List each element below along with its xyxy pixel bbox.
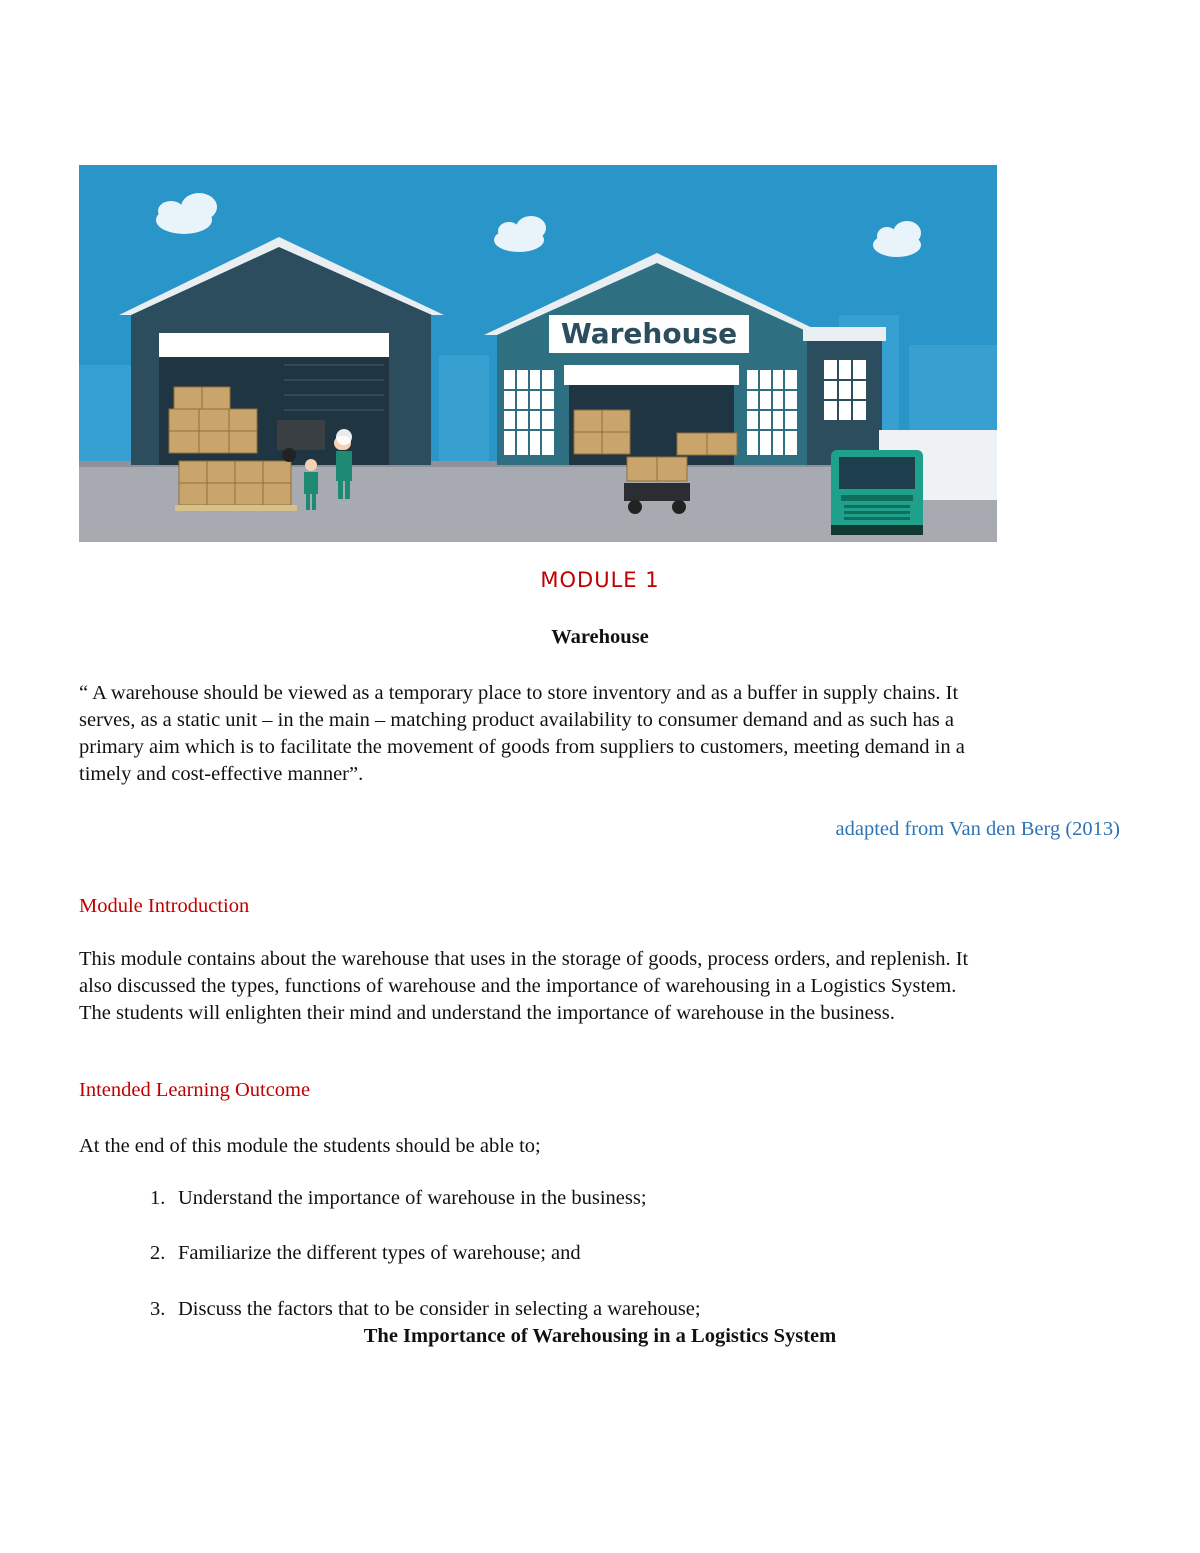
quote-line: timely and cost-effective manner”. [79, 763, 364, 785]
warehouse-illustration [79, 165, 997, 542]
page-title: Warehouse [551, 626, 649, 648]
intro-line: The students will enlighten their mind and understand the importance of warehouse in the business. [79, 1002, 895, 1024]
list-text: Understand the importance of warehouse in the business; [178, 1187, 647, 1209]
quote-line: primary aim which is to facilitate the movement of goods from suppliers to customers, meeting demand in a [79, 736, 965, 758]
quote-attribution: adapted from Van den Berg (2013) [835, 818, 1120, 840]
warehouse-sign-text: Warehouse [560, 317, 738, 350]
intro-heading: Module Introduction [79, 895, 250, 917]
section-title: The Importance of Warehousing in a Logistics System [363, 1325, 837, 1347]
list-number: 1. [150, 1187, 166, 1209]
intro-paragraph [79, 946, 968, 1027]
intro-line: This module contains about the warehouse that uses in the storage of goods, process orders, and replenish. It [79, 948, 969, 970]
quote-line: “ A warehouse should be viewed as a temporary place to store inventory and as a buffer in supply chains. It [79, 682, 959, 704]
ilo-lead: At the end of this module the students should be able to; [79, 1135, 541, 1157]
list-item [150, 1242, 581, 1265]
ilo-heading: Intended Learning Outcome [79, 1079, 311, 1101]
quote-block [79, 680, 965, 788]
module-label: MODULE 1 [540, 568, 660, 592]
list-number: 3. [150, 1298, 166, 1320]
list-text: Familiarize the different types of warehouse; and [178, 1242, 581, 1264]
list-item [150, 1187, 647, 1210]
quote-line: serves, as a static unit – in the main – matching product availability to consumer demand and as such has a [79, 709, 955, 731]
list-text: Discuss the factors that to be consider in selecting a warehouse; [178, 1298, 701, 1320]
list-item [150, 1298, 701, 1321]
list-number: 2. [150, 1242, 166, 1264]
intro-line: also discussed the types, functions of warehouse and the importance of warehousing in a Logistics System. [79, 975, 957, 997]
